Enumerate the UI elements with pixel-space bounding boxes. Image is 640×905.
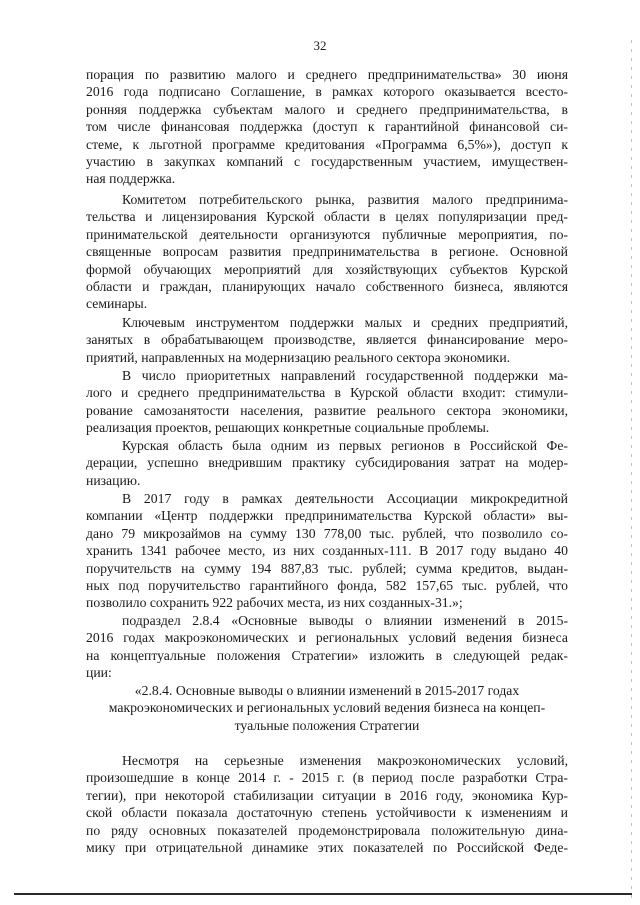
text-line: тегии), при некоторой стабилизации ситуации в 2016 году, экономика Кур- [86,787,568,803]
text-line: дано 79 микрозаймов на сумму 130 778,00 тыс. рублей, что позволило со- [86,525,568,541]
text-line: ции: [86,665,112,681]
paragraph-4 [86,367,568,437]
text-line: произошедшие в конце 2014 г. - 2015 г. (в период после разработки Стра- [86,770,568,786]
text-line: подраздел 2.8.4 «Основные выводы о влиянии изменений в 2015- [122,613,568,628]
text-line: Комитетом потребительского рынка, развития малого предпринима- [122,192,568,207]
text-line: хранить 1341 рабочее место, из них созданных-111. В 2017 году выдано 40 [86,543,568,559]
text-line: ная поддержка. [86,171,176,187]
page-number: 32 [313,38,327,53]
text-line: рование самозанятости населения, развитие реального сектора экономики, [86,402,568,418]
text-line: ронняя поддержка субъектам малого и среднего предпринимательства, в [86,101,568,117]
text-line: священные вопросам развития предпринимательства в регионе. Основной [86,244,568,260]
text-line: на концептуальные положения Стратегии» изложить в следующей редак- [86,647,568,663]
text-line: Курская область была одним из первых регионов в Российской Фе- [122,438,568,453]
text-line: поручительств на сумму 194 887,83 тыс. рублей; сумма кредитов, выдан- [86,560,568,576]
scan-edge-line [631,40,632,900]
section-heading [86,682,568,734]
heading-line: «2.8.4. Основные выводы о влиянии изменений в 2015-2017 годах [134,683,520,698]
text-line: позволило сохранить 922 рабочих места, из них созданных-31.»; [86,595,463,611]
text-line: занятых в обрабатывающем производстве, является финансирование меро- [86,332,568,348]
text-line: по ряду основных показателей продемонстрировала положительную дина- [86,822,568,838]
heading-line: макроэкономических и региональных условий ведения бизнеса на концеп- [108,700,546,716]
text-line: низацию. [86,472,141,488]
paragraph-3 [86,314,568,366]
paragraph-2 [86,191,568,313]
text-line: мику при отрицательной динамике этих показателей по Российской Феде- [86,840,568,856]
heading-line: туальные положения Стратегии [234,717,420,733]
text-line: формой обучающих мероприятий для хозяйствующих субъектов Курской [86,261,568,277]
text-line: В число приоритетных направлений государственной поддержки ма- [122,368,568,383]
text-line: дерации, успешно внедрившим практику субсидирования затрат на модер- [86,455,568,471]
text-line: Несмотря на серьезные изменения макроэкономических условий, [122,753,568,768]
text-line: Ключевым инструментом поддержки малых и средних предприятий, [122,315,568,330]
text-line: 2016 года подписано Соглашение, в рамках которого оказывается всесто- [86,84,568,100]
text-line: участию в закупках компаний с государственным участием, имуществен- [86,154,568,170]
text-line: В 2017 году в рамках деятельности Ассоциации микрокредитной [122,491,568,506]
text-line: компании «Центр поддержки предпринимательства Курской области» вы- [86,508,568,524]
paragraph-8 [86,752,568,856]
paragraph-5 [86,437,568,489]
text-line: порация по развитию малого и среднего предпринимательства» 30 июня [86,67,568,82]
text-line: том числе финансовая поддержка (доступ к гарантийной финансовой си- [86,119,568,135]
text-line: приятий, направленных на модернизацию реального сектора экономики. [86,349,511,365]
text-line: области и граждан, планирующих начало собственного бизнеса, являются [86,279,568,295]
text-line: семинары. [86,296,148,312]
text-line: ных под поручительство гарантийного фонда, 582 157,65 тыс. рублей, что [86,578,568,594]
text-line: тельства и лицензирования Курской области в целях популяризации пред- [86,209,568,225]
text-line: лого и среднего предпринимательства в Курской области входит: стимули- [86,385,568,401]
paragraph-7 [86,612,568,682]
text-line: реализация проектов, решающих конкретные социальные проблемы. [86,420,490,436]
text-line: стеме, к льготной программе кредитования «Программа 6,5%»), доступ к [86,136,568,152]
scan-bottom-border [14,893,632,895]
text-line: ской области показала достаточную степень устойчивости к изменениям и [86,805,568,821]
text-line: принимательской деятельности организуются публичные мероприятия, по- [86,226,568,242]
paragraph-6 [86,490,568,612]
text-line: 2016 годах макроэкономических и региональных условий ведения бизнеса [86,630,568,646]
paragraph-1 [86,66,568,188]
